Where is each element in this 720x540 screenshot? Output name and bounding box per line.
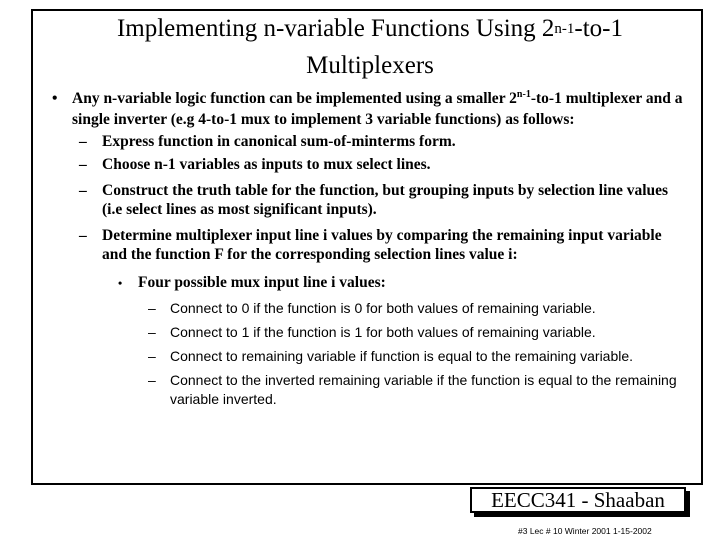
step-text: Determine multiplexer input line i values by comparing the remaining input variable and the function F for the corresponding selection lines value i: bbox=[102, 227, 662, 263]
step-marker: – bbox=[79, 182, 87, 199]
step-marker: – bbox=[79, 133, 87, 150]
slide-body bbox=[52, 90, 684, 409]
step-text: Construct the truth table for the function, but grouping inputs by selection line values (i.e select lines as most significant inputs). bbox=[102, 182, 669, 218]
option-item bbox=[52, 299, 684, 318]
option-item bbox=[52, 347, 684, 366]
option-text: Connect to 1 if the function is 1 for both values of remaining variable. bbox=[170, 323, 596, 340]
step-text: Choose n-1 variables as inputs to mux select lines. bbox=[102, 155, 431, 173]
option-marker: – bbox=[148, 347, 156, 364]
step-item bbox=[52, 156, 684, 175]
slide-footer-info: #3 Lec # 10 Winter 2001 1-15-2002 bbox=[518, 526, 652, 536]
main-bullet-superscript: n-1 bbox=[516, 89, 531, 100]
option-text: Connect to 0 if the function is 0 for both values of remaining variable. bbox=[170, 299, 596, 316]
option-marker: – bbox=[148, 323, 156, 340]
step-item bbox=[52, 182, 684, 219]
course-badge-label: EECC341 - Shaaban bbox=[470, 487, 686, 513]
option-item bbox=[52, 323, 684, 342]
title-line1-prefix: Implementing n-variable Functions Using 2 bbox=[116, 15, 555, 42]
step-item bbox=[52, 133, 684, 152]
option-marker: – bbox=[148, 371, 156, 388]
main-bullet-text-prefix: Any n-variable logic function can be implemented using a smaller 2 bbox=[72, 90, 517, 107]
option-marker: – bbox=[148, 299, 156, 316]
option-text: Connect to remaining variable if function is equal to the remaining variable. bbox=[170, 347, 634, 364]
main-bullet bbox=[52, 90, 684, 129]
main-bullet-marker: • bbox=[52, 90, 58, 107]
title-line2: Multiplexers bbox=[306, 52, 434, 79]
title-line1-suffix: -to-1 bbox=[574, 15, 624, 42]
step-item bbox=[52, 227, 684, 264]
step-marker: – bbox=[79, 227, 87, 244]
main-bullet-text-suffix: -to-1 multiplexer and a single inverter (e.g 4-to-1 mux to implement 3 variable functions) as follows: bbox=[72, 90, 683, 128]
step-marker: – bbox=[79, 155, 87, 173]
sub-bullet bbox=[52, 274, 684, 293]
step-text: Express function in canonical sum-of-minterms form. bbox=[102, 133, 456, 150]
option-text: Connect to the inverted remaining variable if the function is equal to the remaining variable inverted. bbox=[170, 371, 677, 407]
options-list bbox=[52, 299, 684, 409]
course-badge bbox=[470, 487, 694, 519]
slide-title bbox=[40, 12, 700, 83]
sub-bullet-text: Four possible mux input line i values: bbox=[138, 274, 386, 291]
option-item bbox=[52, 371, 684, 409]
title-superscript: n-1 bbox=[554, 21, 575, 37]
sub-bullet-marker: • bbox=[118, 276, 123, 290]
